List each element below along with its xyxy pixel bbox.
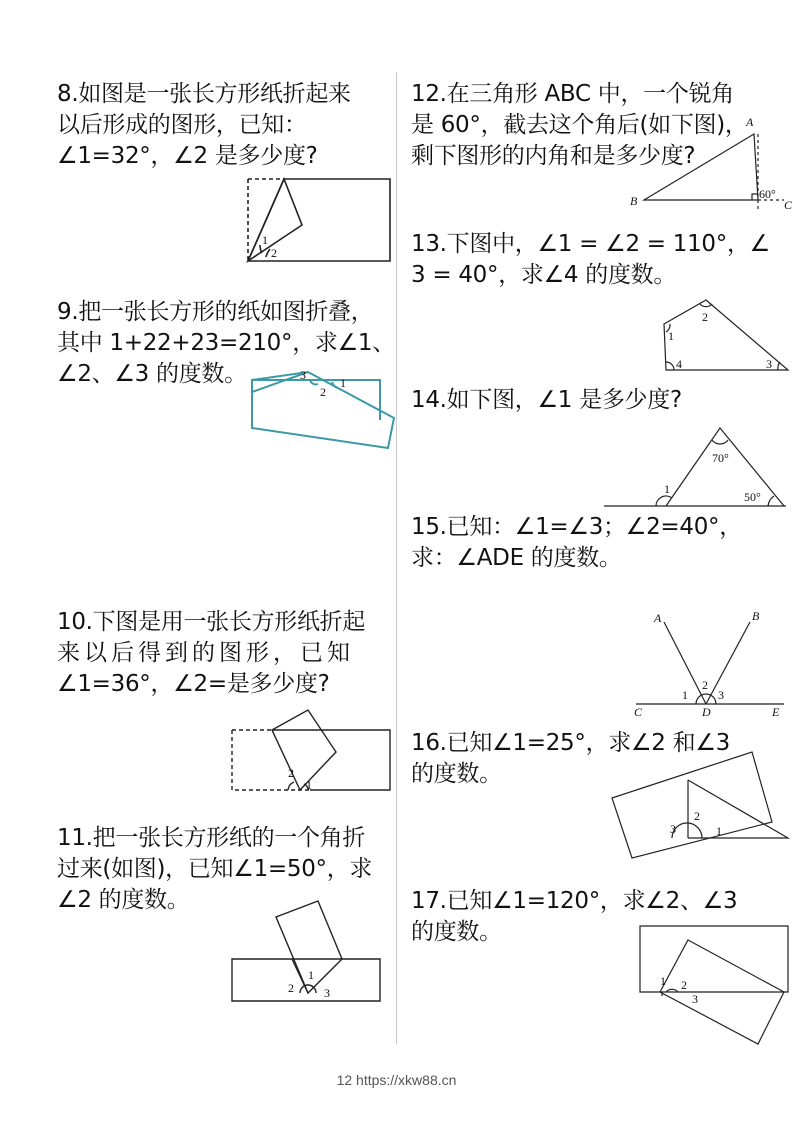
figure-15-label-A: A (654, 611, 662, 625)
column-divider (396, 72, 397, 1044)
problem-10 (57, 607, 365, 700)
figure-16-label-2: 2 (694, 809, 700, 823)
figure-14-label-70: 70° (712, 451, 729, 465)
figure-15-label-E: E (772, 705, 780, 719)
figure-8-label-2: 2 (271, 246, 277, 260)
figure-11-label-3: 3 (324, 986, 330, 1000)
problem-12-line-3: 剩下图形的内角和是多少度? (411, 143, 696, 169)
problem-8-line-3: ∠1=32°，∠2 是多少度? (57, 143, 318, 169)
problem-13 (411, 229, 770, 291)
figure-12-label-60: 60° (759, 187, 776, 201)
problem-13-line-1: 13.下图中，∠1 = ∠2 = 110°，∠ (411, 231, 770, 257)
figure-15-label-B: B (752, 609, 760, 623)
problem-9-line-3: ∠2、∠3 的度数。 (57, 361, 247, 387)
figure-9 (248, 368, 396, 452)
figure-10 (230, 704, 394, 794)
figure-14-label-50: 50° (744, 490, 761, 504)
problem-11-line-1: 11.把一张长方形纸的一个角折 (57, 825, 366, 851)
figure-14 (602, 424, 788, 510)
problem-16-line-2: 的度数。 (411, 761, 502, 787)
problem-15-line-1: 15.已知：∠1=∠3；∠2=40°， (411, 514, 742, 540)
figure-16-label-1: 1 (716, 824, 722, 838)
figure-9-label-1: 1 (340, 376, 346, 390)
figure-13-label-3: 3 (766, 357, 772, 371)
figure-11 (230, 897, 384, 1005)
problem-9-line-2: 其中 1+22+23=210°，求∠1、 (57, 330, 395, 356)
figure-13 (654, 296, 793, 378)
problem-9-line-1: 9.把一张长方形的纸如图折叠， (57, 299, 374, 325)
problem-16-line-1: 16.已知∠1=25°，求∠2 和∠3 (411, 730, 730, 756)
figure-14-label-1: 1 (664, 482, 670, 496)
figure-15-label-C: C (634, 705, 643, 719)
problem-15-line-2: 求：∠ADE 的度数。 (411, 545, 622, 571)
problem-15 (411, 512, 742, 574)
problem-12-line-1: 12.在三角形 ABC 中，一个锐角 (411, 81, 734, 107)
figure-17-label-1: 1 (660, 974, 666, 988)
problem-8 (57, 79, 351, 172)
problem-12-line-2: 是 60°，截去这个角后(如下图)， (411, 112, 748, 138)
figure-11-label-2: 2 (288, 981, 294, 995)
figure-12 (628, 112, 793, 212)
problem-10-line-1: 10.下图是用一张长方形纸折起 (57, 609, 366, 635)
problem-10-line-3: ∠1=36°，∠2=是多少度? (57, 671, 330, 697)
figure-10-label-2: 2 (288, 766, 294, 780)
problem-13-line-2: 3 = 40°，求∠4 的度数。 (411, 262, 677, 288)
problem-8-line-2: 以后形成的图形，已知： (57, 112, 307, 138)
figure-15-label-2: 2 (702, 678, 708, 692)
figure-13-label-2: 2 (702, 310, 708, 324)
page-footer: 12 https://xkw88.cn (336, 1072, 457, 1088)
figure-13-label-1: 1 (668, 329, 674, 343)
figure-15-label-1: 1 (682, 688, 688, 702)
figure-17-label-3: 3 (692, 992, 698, 1006)
figure-15-label-D: D (702, 705, 711, 719)
problem-17-line-1: 17.已知∠1=120°，求∠2、∠3 (411, 888, 738, 914)
figure-16-label-3: 3 (670, 822, 676, 836)
figure-17-label-2: 2 (681, 978, 687, 992)
figure-11-label-1: 1 (308, 968, 314, 982)
problem-17-line-2: 的度数。 (411, 919, 502, 945)
figure-15 (632, 606, 788, 720)
problem-8-line-1: 8.如图是一张长方形纸折起来 (57, 81, 351, 107)
figure-16 (608, 740, 792, 862)
problem-11-line-3: ∠2 的度数。 (57, 887, 190, 913)
figure-8 (244, 175, 394, 265)
figure-17 (636, 922, 790, 1048)
figure-12-label-A: A (746, 115, 754, 129)
figure-13-label-4: 4 (676, 357, 682, 371)
problem-14 (411, 385, 682, 416)
figure-9-label-2: 2 (320, 385, 326, 399)
figure-9-label-3: 3 (300, 368, 306, 382)
problem-14-line-1: 14.如下图，∠1 是多少度? (411, 387, 682, 413)
problem-10-line-2: 来以后得到的图形，已知 (57, 640, 354, 666)
figure-10-label-1: 1 (306, 778, 312, 792)
problem-11-line-2: 过来(如图)，已知∠1=50°，求 (57, 856, 373, 882)
figure-12-label-C: C (784, 198, 793, 212)
figure-12-label-B: B (630, 194, 638, 208)
figure-15-label-3: 3 (718, 688, 724, 702)
figure-8-label-1: 1 (262, 233, 268, 247)
